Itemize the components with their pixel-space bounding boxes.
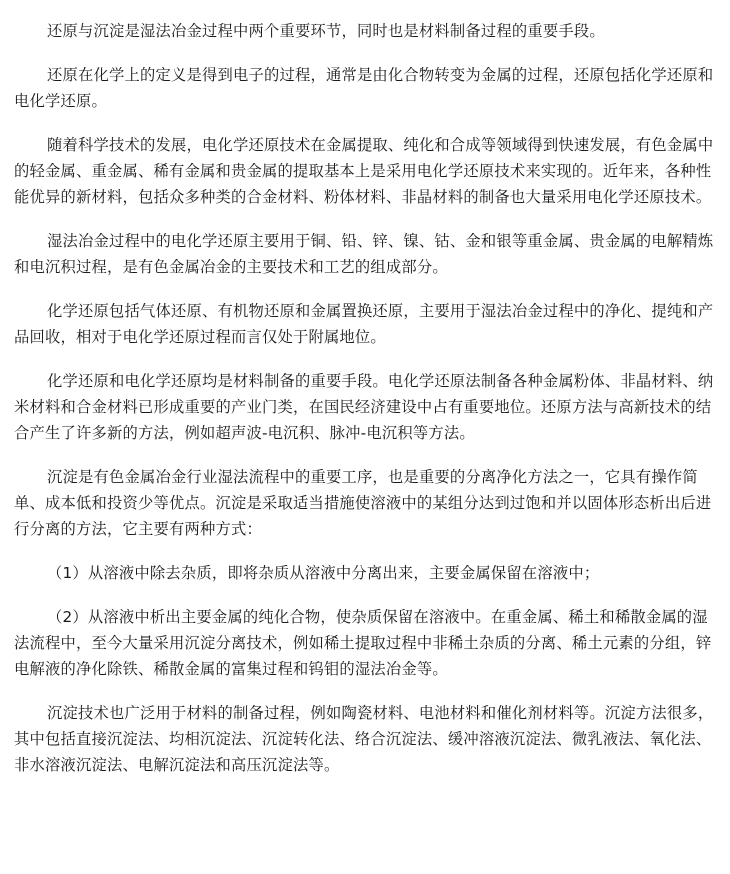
paragraph-method-two: （2）从溶液中析出主要金属的纯化合物，使杂质保留在溶液中。在重金属、稀土和稀散金属的湿法流程中，至今大量采用沉淀分离技术，例如稀土提取过程中非稀土杂质的分离、稀土元素的分组，锌电解液的净化除铁、稀散金属的富集过程和钨钼的湿法冶金等。 xyxy=(14,608,712,678)
paragraph-method-one: （1）从溶液中除去杂质，即将杂质从溶液中分离出来，主要金属保留在溶液中； xyxy=(47,564,600,582)
paragraph-material-preparation: 化学还原和电化学还原均是材料制备的重要手段。电化学还原法制备各种金属粉体、非晶材料、纳米材料和合金材料已形成重要的产业门类，在国民经济建设中占有重要地位。还原方法与高新技术的结合产生了许多新的方法，例如超声波-电沉积、脉冲-电沉积等方法。 xyxy=(14,372,714,442)
paragraph-chemical-reduction: 化学还原包括气体还原、有机物还原和金属置换还原，主要用于湿法冶金过程中的净化、提纯和产品回收，相对于电化学还原过程而言仅处于附属地位。 xyxy=(14,302,714,346)
paragraph-precipitation-applications: 沉淀技术也广泛用于材料的制备过程，例如陶瓷材料、电池材料和催化剂材料等。沉淀方法很多，其中包括直接沉淀法、均相沉淀法、沉淀转化法、络合沉淀法、缓冲溶液沉淀法、微乳液法、氧化法、非水溶液沉淀法、电解沉淀法和高压沉淀法等。 xyxy=(14,704,714,774)
paragraph-electrochemical-development: 随着科学技术的发展，电化学还原技术在金属提取、纯化和合成等领域得到快速发展，有色金属中的轻金属、重金属、稀有金属和贵金属的提取基本上是采用电化学还原技术来实现的。近年来，各种性能优异的新材料，包括众多种类的合金材料、粉体材料、非晶材料的制备也大量采用电化学还原技术。 xyxy=(14,136,714,206)
paragraph-hydrometallurgy-electroreduction: 湿法冶金过程中的电化学还原主要用于铜、铅、锌、镍、钴、金和银等重金属、贵金属的电解精炼和电沉积过程，是有色金属冶金的主要技术和工艺的组成部分。 xyxy=(14,232,714,276)
paragraph-intro: 还原与沉淀是湿法冶金过程中两个重要环节，同时也是材料制备过程的重要手段。 xyxy=(47,22,605,40)
paragraph-precipitation-intro: 沉淀是有色金属冶金行业湿法流程中的重要工序，也是重要的分离净化方法之一，它具有操作简单、成本低和投资少等优点。沉淀是采取适当措施使溶液中的某组分达到过饱和并以固体形态析出后进行分离的方法，它主要有两种方式： xyxy=(14,468,712,538)
paragraph-reduction-definition: 还原在化学上的定义是得到电子的过程，通常是由化合物转变为金属的过程，还原包括化学还原和电化学还原。 xyxy=(14,66,714,110)
